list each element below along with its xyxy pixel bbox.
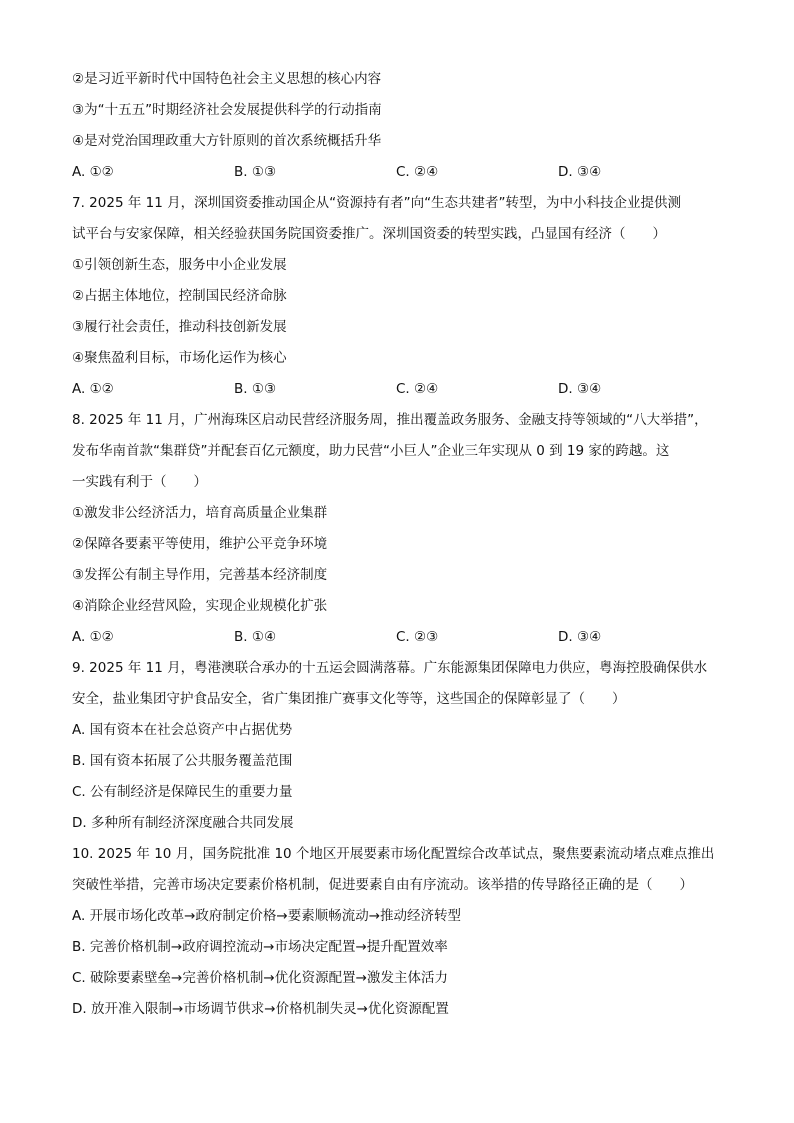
q8-option-c[interactable]: C. ②③: [396, 629, 439, 645]
q6-options: [72, 157, 722, 188]
q9-block: [72, 653, 722, 839]
q8-item-1: ①激发非公经济活力，培育高质量企业集群: [72, 505, 328, 521]
q6-item-4: ④是对党治国理政重大方针原则的首次系统概括升华: [72, 133, 382, 149]
q8-item-2: ②保障各要素平等使用，维护公平竞争环境: [72, 536, 328, 552]
q10-choice-b[interactable]: B. 完善价格机制→政府调控流动→市场决定配置→提升配置效率: [72, 939, 448, 955]
q6-option-a[interactable]: A. ①②: [72, 164, 114, 180]
q10-block: [72, 839, 722, 1025]
q7-option-c[interactable]: C. ②④: [396, 381, 439, 397]
q9-stem: [72, 653, 722, 715]
q9-choice-c[interactable]: C. 公有制经济是保障民生的重要力量: [72, 784, 293, 800]
q10-choice-d[interactable]: D. 放开准入限制→市场调节供求→价格机制失灵→优化资源配置: [72, 1001, 449, 1017]
q7-item-2: ②占据主体地位，控制国民经济命脉: [72, 288, 287, 304]
q7-stem-line: 7. 2025 年 11 月，深圳国资委推动国企从“资源持有者”向“生态共建者”转型，为中小科技企业提供测: [72, 195, 682, 211]
q7-option-d[interactable]: D. ③④: [558, 381, 602, 397]
q10-stem-line: 突破性举措，完善市场决定要素价格机制，促进要素自由有序流动。该举措的传导路径正确的是（ ）: [72, 877, 693, 893]
q7-stem-line: 试平台与安家保障，相关经验获国务院国资委推广。深圳国资委的转型实践，凸显国有经济（ ）: [72, 226, 666, 242]
q8-option-d[interactable]: D. ③④: [558, 629, 602, 645]
q8-block: [72, 405, 722, 653]
q6-option-c[interactable]: C. ②④: [396, 164, 439, 180]
q7-stem: [72, 188, 722, 250]
q10-stem-line: 10. 2025 年 10 月，国务院批准 10 个地区开展要素市场化配置综合改革试点，聚焦要素流动堵点难点推出: [72, 846, 715, 862]
q9-stem-line: 安全，盐业集团守护食品安全，省广集团推广赛事文化等等，这些国企的保障彰显了（ ）: [72, 691, 626, 707]
q7-option-a[interactable]: A. ①②: [72, 381, 114, 397]
q8-option-b[interactable]: B. ①④: [234, 629, 277, 645]
q6-block: [72, 64, 722, 188]
q9-choice-d[interactable]: D. 多种所有制经济深度融合共同发展: [72, 815, 294, 831]
q7-item-1: ①引领创新生态，服务中小企业发展: [72, 257, 287, 273]
q10-choice-a[interactable]: A. 开展市场化改革→政府制定价格→要素顺畅流动→推动经济转型: [72, 908, 462, 924]
q8-item-3: ③发挥公有制主导作用，完善基本经济制度: [72, 567, 328, 583]
q6-option-d[interactable]: D. ③④: [558, 164, 602, 180]
q9-choice-b[interactable]: B. 国有资本拓展了公共服务覆盖范围: [72, 753, 293, 769]
q9-choice-a[interactable]: A. 国有资本在社会总资产中占据优势: [72, 722, 293, 738]
q7-item-4: ④聚焦盈利目标，市场化运作为核心: [72, 350, 287, 366]
q7-option-b[interactable]: B. ①③: [234, 381, 277, 397]
q8-option-a[interactable]: A. ①②: [72, 629, 114, 645]
q8-options: [72, 622, 722, 653]
q6-item-2: ②是习近平新时代中国特色社会主义思想的核心内容: [72, 71, 382, 87]
q7-block: [72, 188, 722, 405]
q7-options: [72, 374, 722, 405]
q10-stem: [72, 839, 722, 901]
q6-item-3: ③为“十五五”时期经济社会发展提供科学的行动指南: [72, 102, 382, 118]
q8-stem: [72, 405, 722, 498]
q7-item-3: ③履行社会责任，推动科技创新发展: [72, 319, 287, 335]
q8-stem-line: 8. 2025 年 11 月，广州海珠区启动民营经济服务周，推出覆盖政务服务、金融支持等领域的“八大举措”，: [72, 412, 708, 428]
q8-item-4: ④消除企业经营风险，实现企业规模化扩张: [72, 598, 328, 614]
q9-stem-line: 9. 2025 年 11 月，粤港澳联合承办的十五运会圆满落幕。广东能源集团保障电力供应，粤海控股确保供水: [72, 660, 708, 676]
q8-stem-line: 发布华南首款“集群贷”并配套百亿元额度，助力民营“小巨人”企业三年实现从 0 到 19 家的跨越。这: [72, 443, 670, 459]
document-page: [72, 64, 722, 1025]
q6-option-b[interactable]: B. ①③: [234, 164, 277, 180]
q8-stem-line: 一实践有利于（ ）: [72, 474, 207, 490]
q10-choice-c[interactable]: C. 破除要素壁垒→完善价格机制→优化资源配置→激发主体活力: [72, 970, 448, 986]
